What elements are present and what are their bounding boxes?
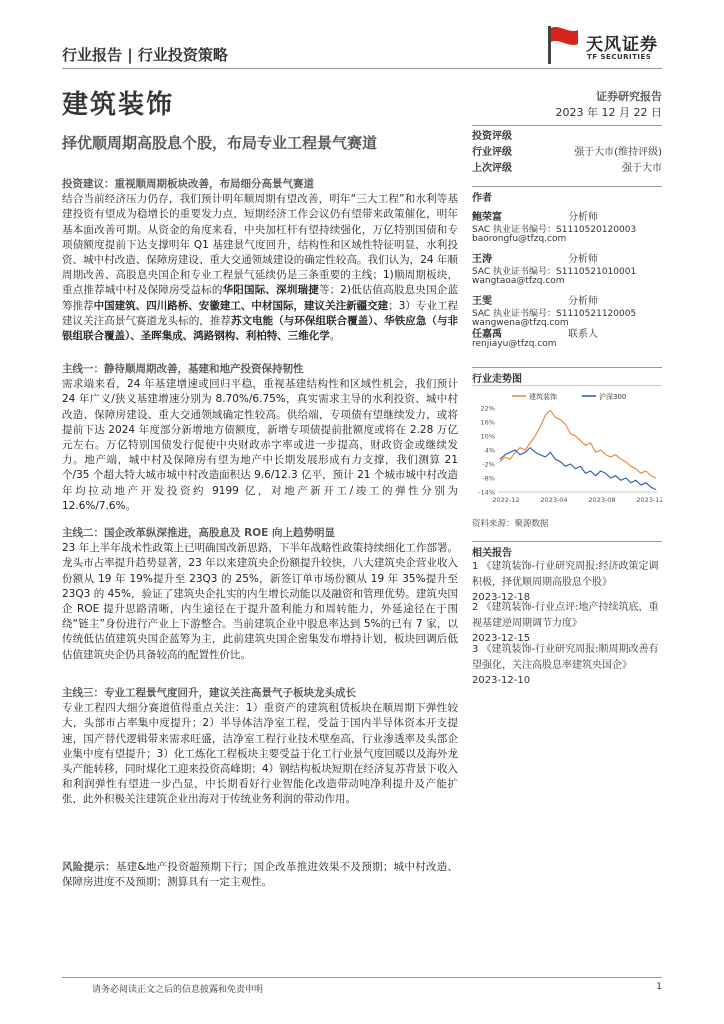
report-title: 择优顺周期高股息个股，布局专业工程景气赛道 bbox=[62, 134, 378, 152]
author-email[interactable]: wangtaoa@tfzq.com bbox=[472, 276, 565, 286]
related-report-title[interactable]: 1 《建筑装饰-行业研究周报:经济政策定调积极，择优顺周期高股息个股》 bbox=[472, 561, 659, 588]
section-heading: 主线二：国企改革纵深推进，高股息及 ROE 向上趋势明显 bbox=[62, 527, 335, 539]
author-name: 任嘉禹 bbox=[472, 329, 502, 340]
related-report-title[interactable]: 2 《建筑装饰-行业点评:地产持续筑底，重视基建逆周期调节力度》 bbox=[472, 602, 659, 629]
rating-value: 强于大市(维持评级) bbox=[574, 147, 662, 158]
legend-label: 建筑装饰 bbox=[529, 393, 557, 401]
x-tick-label: 2023-08 bbox=[588, 496, 616, 504]
risk-section bbox=[62, 860, 458, 890]
risk-text: 基建&地产投资超预期下行；国企改革推进效果不及预期；城中村改造、保障房进度不及预期；测算具有一定主观性。 bbox=[62, 861, 459, 889]
y-tick-label: 10% bbox=[480, 432, 495, 441]
trend-subdivider bbox=[472, 385, 662, 386]
stock-picks: 华阳国际、深圳瑞捷 bbox=[222, 284, 319, 297]
related-report[interactable] bbox=[472, 559, 662, 606]
rating-value: 强于大市 bbox=[622, 163, 662, 174]
author-name-row bbox=[472, 208, 662, 223]
report-type: 证券研究报告 bbox=[596, 90, 662, 103]
mainline-three-section bbox=[62, 686, 458, 808]
author-name: 王涛 bbox=[472, 254, 492, 265]
trend-divider bbox=[472, 367, 662, 368]
author-role: 分析师 bbox=[568, 254, 598, 265]
industry-title: 建筑装饰 bbox=[62, 90, 175, 120]
footer-divider bbox=[62, 977, 662, 978]
mainline-two-section bbox=[62, 526, 458, 663]
related-divider bbox=[472, 541, 662, 542]
rating-row bbox=[472, 143, 662, 158]
x-tick-label: 2023-12 bbox=[636, 496, 662, 504]
author-sac: SAC 执业证书编号：S1110521010001 bbox=[472, 267, 637, 277]
trend-chart-svg bbox=[472, 388, 662, 512]
y-tick-label: 4% bbox=[484, 446, 495, 455]
rating-head: 投资评级 bbox=[472, 131, 512, 142]
related-head: 相关报告 bbox=[472, 548, 512, 559]
rating-label: 行业评级 bbox=[472, 147, 512, 158]
y-tick-label: -2% bbox=[482, 460, 495, 469]
trend-chart bbox=[472, 388, 662, 512]
header-divider bbox=[62, 68, 662, 69]
report-date: 2023 年 12 月 22 日 bbox=[555, 106, 662, 119]
author-name: 鲍荣富 bbox=[472, 212, 502, 223]
section-heading: 投资建议：重视顺周期板块改善，布局细分高景气赛道 bbox=[62, 178, 314, 190]
author-name: 王雯 bbox=[472, 296, 492, 307]
author-name-row bbox=[472, 250, 662, 265]
section-heading: 主线一：静待顺周期改善，基建和地产投资保持韧性 bbox=[62, 363, 304, 375]
text-run: 结合当前经济压力仍存，我们预计明年顺周期有望改善，明年“三大工程”和水利等基建投资有望成为稳增长的重要发力点，短期经济工作会议仍有望带来政策催化，明年基本面改善可期。从资金的角度来看，中央加杠杆有望持续强化，万亿特别国债和专项债额度提前下达支撑明年 Q1 基建景气度回升，结构性和区域性特征明显，水利投资、城中村改造、保障房建设、重大交通领域建设的确定性较高。我们认为，24 年顺周期改善、高股息央国企和专业工程景气延续仍是三条重要的主线；1)顺周期板块，重点推荐城中村及保障房受益标的 bbox=[62, 193, 458, 297]
related-report-date: 2023-12-10 bbox=[472, 675, 531, 686]
related-report-title[interactable]: 3 《建筑装饰-行业研究周报:顺周期改善有望强化，关注高股息率建筑央国企》 bbox=[472, 644, 659, 671]
stock-picks: 中国建筑、四川路桥、安徽建工、中材国际，建议关注新疆交建 bbox=[93, 299, 389, 312]
y-tick-label: 22% bbox=[480, 404, 495, 413]
authors-divider bbox=[472, 186, 662, 187]
y-tick-label: -14% bbox=[478, 488, 495, 497]
chart-source: 资料来源：聚源数据 bbox=[472, 519, 549, 529]
author-name-row bbox=[472, 325, 662, 340]
related-report-date: 2023-12-18 bbox=[472, 592, 531, 603]
y-tick-label: -8% bbox=[482, 474, 495, 483]
series-line bbox=[500, 448, 656, 490]
author-sac: SAC 执业证书编号：S1110520120003 bbox=[472, 225, 637, 235]
legend-label: 沪深300 bbox=[599, 393, 627, 401]
rating-label: 上次评级 bbox=[472, 163, 512, 174]
author-role: 联系人 bbox=[568, 329, 598, 340]
mainline-one-section bbox=[62, 362, 458, 514]
y-tick-label: 16% bbox=[480, 418, 495, 427]
author-role: 分析师 bbox=[568, 212, 598, 223]
logo-cn: 天风证券 bbox=[586, 35, 658, 55]
breadcrumb: 行业报告 | 行业投资策略 bbox=[62, 46, 228, 64]
investment-advice-section bbox=[62, 177, 458, 344]
trend-head: 行业走势图 bbox=[472, 374, 522, 385]
text-run: 等；2)低估值高股息央国企蓝筹推荐 bbox=[62, 284, 458, 312]
related-report-date: 2023-12-15 bbox=[472, 633, 531, 644]
x-tick-label: 2023-04 bbox=[540, 496, 568, 504]
section-paragraph: 23 年上半年战术性政策上已明确国改新思路，下半年战略性政策持续细化工作部署。龙头市占率提升趋势显著，23 年以来建筑央企份额提升较快，八大建筑央企营业收入份额从 19 年 19%提升至 23Q3 的 25%，新签订单市场份额从 19 年 35%提升至 23Q3 的 45%，验证了建筑央企扎实的内生增长动能以及融资和管理优势。建筑央国企 ROE 提升思路清晰，内生途径在于提升盈利能力和周转能力，外延途径在于围绕“链主”身份进行产业上下游整合。当前建筑企业中股息率达到 5%的已有 7 家，以传统低估值建筑央国企蓝筹为主，此前建筑央国企密集发布增持计划，板块回调后低估值建筑央企仍具备较高的配置性价比。 bbox=[62, 542, 458, 661]
author-email[interactable]: wangwena@tfzq.com bbox=[472, 318, 569, 328]
related-report[interactable] bbox=[472, 600, 662, 647]
page-number: 1 bbox=[656, 982, 662, 992]
section-heading: 主线三：专业工程景气度回升，建议关注高景气子板块龙头成长 bbox=[62, 687, 356, 699]
section-paragraph bbox=[62, 192, 458, 344]
text-run: ；3）专业工程建议关注高景气赛道龙头标的，推荐 bbox=[62, 299, 459, 327]
related-report[interactable] bbox=[472, 642, 662, 689]
stock-picks: 苏文电能（与环保组联合覆盖）、华铁应急（与非银组联合覆盖）、圣晖集成、鸿路钢构、利柏特、三维化学 bbox=[62, 314, 459, 343]
section-paragraph: 需求端来看，24 年基建增速或回归平稳，重视基建结构性和区域性机会，我们预计 24 年广义/狭义基建增速分别为 8.70%/6.75%，真实需求主导的水利投资、城中村改造、保障房建设、重大交通领域确定性较高。供给端，专项债有望继续发力，或将提前下达 2024 年度部分新增地方债额度，新增专项债提前批额度或将在 2.28 万亿元左右。万亿特别国债发行促使中央财政赤字率或进一步提高，财政资金或继续发力。地产端，城中村及保障房有望为地产中长期发展形成有力支撑，我们测算 21 个/35 个超大特大城市城中村改造面积达 9.6/12.3 亿平，预计 21 个城市城中村改造年均拉动地产开发投资约 9199 亿，对地产新开工/竣工的弹性分别为 12.6%/7.6%。 bbox=[62, 378, 458, 512]
flag-logo-icon bbox=[536, 24, 582, 68]
author-sac: SAC 执业证书编号：S1110521120005 bbox=[472, 309, 637, 319]
authors-head: 作者 bbox=[472, 193, 492, 204]
risk-heading: 风险提示： bbox=[62, 861, 116, 873]
author-role: 分析师 bbox=[568, 296, 598, 307]
disclaimer-text: 请务必阅读正文之后的信息披露和免责申明 bbox=[92, 985, 264, 995]
text-run: 。 bbox=[329, 330, 341, 343]
rating-row bbox=[472, 159, 662, 174]
section-paragraph: 专业工程四大细分赛道值得重点关注：1）重资产的建筑租赁板块在顺周期下弹性较大，头部市占率集中度提升；2）半导体洁净室工程，受益于国内半导体资本开支提速，国产替代逻辑带来需求旺盛，洁净室工程行业技术壁垒高，行业渗透率及头部企业集中度有望提升；3）化工炼化工程板块主要受益于化工行业景气度回暖以及海外龙头产能转移，同时煤化工迎来投资高峰期；4）钢结构板块短期在经济复苏背景下收入和利润弹性有望进一步凸显，中长期看好行业智能化改造带动吨净利提升及产能扩张，此外积极关注建筑企业出海对于传统业务利润的带动作用。 bbox=[62, 702, 458, 806]
x-tick-label: 2022-12 bbox=[492, 496, 520, 504]
author-email[interactable]: renjiayu@tfzq.com bbox=[472, 339, 557, 349]
logo-en: TF SECURITIES bbox=[587, 53, 652, 61]
rating-divider bbox=[472, 125, 662, 126]
author-name-row bbox=[472, 292, 662, 307]
author-email[interactable]: baorongfu@tfzq.com bbox=[472, 234, 567, 244]
company-logo bbox=[536, 24, 666, 68]
